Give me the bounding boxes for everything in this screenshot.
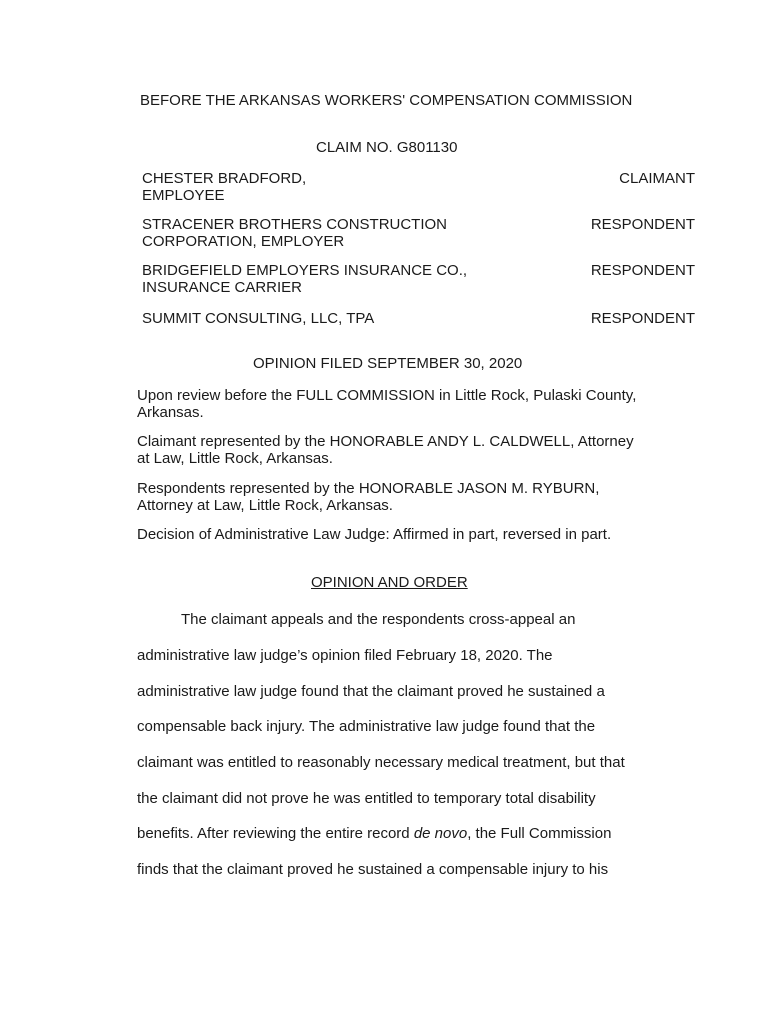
- party-name-line: SUMMIT CONSULTING, LLC, TPA: [142, 310, 375, 327]
- body-line: the claimant did not prove he was entitled to temporary total disability: [137, 790, 596, 807]
- party-role-carrier: RESPONDENT: [590, 262, 695, 279]
- body-line: administrative law judge found that the claimant proved he sustained a: [137, 683, 605, 700]
- body-line: compensable back injury. The administrative law judge found that the: [137, 718, 596, 735]
- party-name-line: INSURANCE CARRIER: [142, 279, 303, 296]
- body-line: finds that the claimant proved he sustained a compensable injury to his: [137, 861, 609, 878]
- commission-title: BEFORE THE ARKANSAS WORKERS' COMPENSATION COMMISSION: [140, 92, 633, 109]
- info-line: Upon review before the FULL COMMISSION in Little Rock, Pulaski County,: [137, 387, 637, 404]
- info-line: Arkansas.: [137, 404, 204, 421]
- claimant-representation: [137, 433, 657, 467]
- body-line: administrative law judge’s opinion filed February 18, 2020. The: [137, 647, 553, 664]
- party-role-claimant: CLAIMANT: [619, 170, 695, 187]
- claim-number: CLAIM NO. G801130: [316, 139, 458, 156]
- review-location: [137, 387, 657, 421]
- party-carrier-name: [142, 262, 467, 296]
- party-name-line: STRACENER BROTHERS CONSTRUCTION: [142, 216, 448, 233]
- body-line: claimant was entitled to reasonably necessary medical treatment, but that: [137, 754, 625, 771]
- party-claimant-name: [142, 170, 306, 204]
- party-name-line: BRIDGEFIELD EMPLOYERS INSURANCE CO.,: [142, 262, 468, 279]
- party-name-line: CORPORATION, EMPLOYER: [142, 233, 345, 250]
- opinion-filed-date: OPINION FILED SEPTEMBER 30, 2020: [253, 355, 523, 372]
- party-name-line: EMPLOYEE: [142, 187, 225, 204]
- party-tpa-name: [142, 310, 374, 327]
- body-text: , the Full Commission: [467, 825, 612, 842]
- info-line: Attorney at Law, Little Rock, Arkansas.: [137, 497, 393, 514]
- party-name-line: CHESTER BRADFORD,: [142, 170, 307, 187]
- party-role-tpa: RESPONDENT: [590, 310, 695, 327]
- body-text: benefits. After reviewing the entire record: [137, 825, 414, 842]
- info-line: at Law, Little Rock, Arkansas.: [137, 450, 333, 467]
- info-line: Respondents represented by the HONORABLE JASON M. RYBURN,: [137, 480, 600, 497]
- alj-decision: Decision of Administrative Law Judge: Affirmed in part, reversed in part.: [137, 526, 612, 543]
- respondent-representation: [137, 480, 657, 514]
- body-italic-text: de novo: [413, 825, 468, 842]
- party-role-employer: RESPONDENT: [590, 216, 695, 233]
- body-line: [137, 825, 611, 842]
- party-employer-name: [142, 216, 447, 250]
- info-line: Claimant represented by the HONORABLE ANDY L. CALDWELL, Attorney: [137, 433, 634, 450]
- body-line: The claimant appeals and the respondents cross-appeal an: [181, 611, 576, 628]
- opinion-heading: OPINION AND ORDER: [311, 574, 468, 591]
